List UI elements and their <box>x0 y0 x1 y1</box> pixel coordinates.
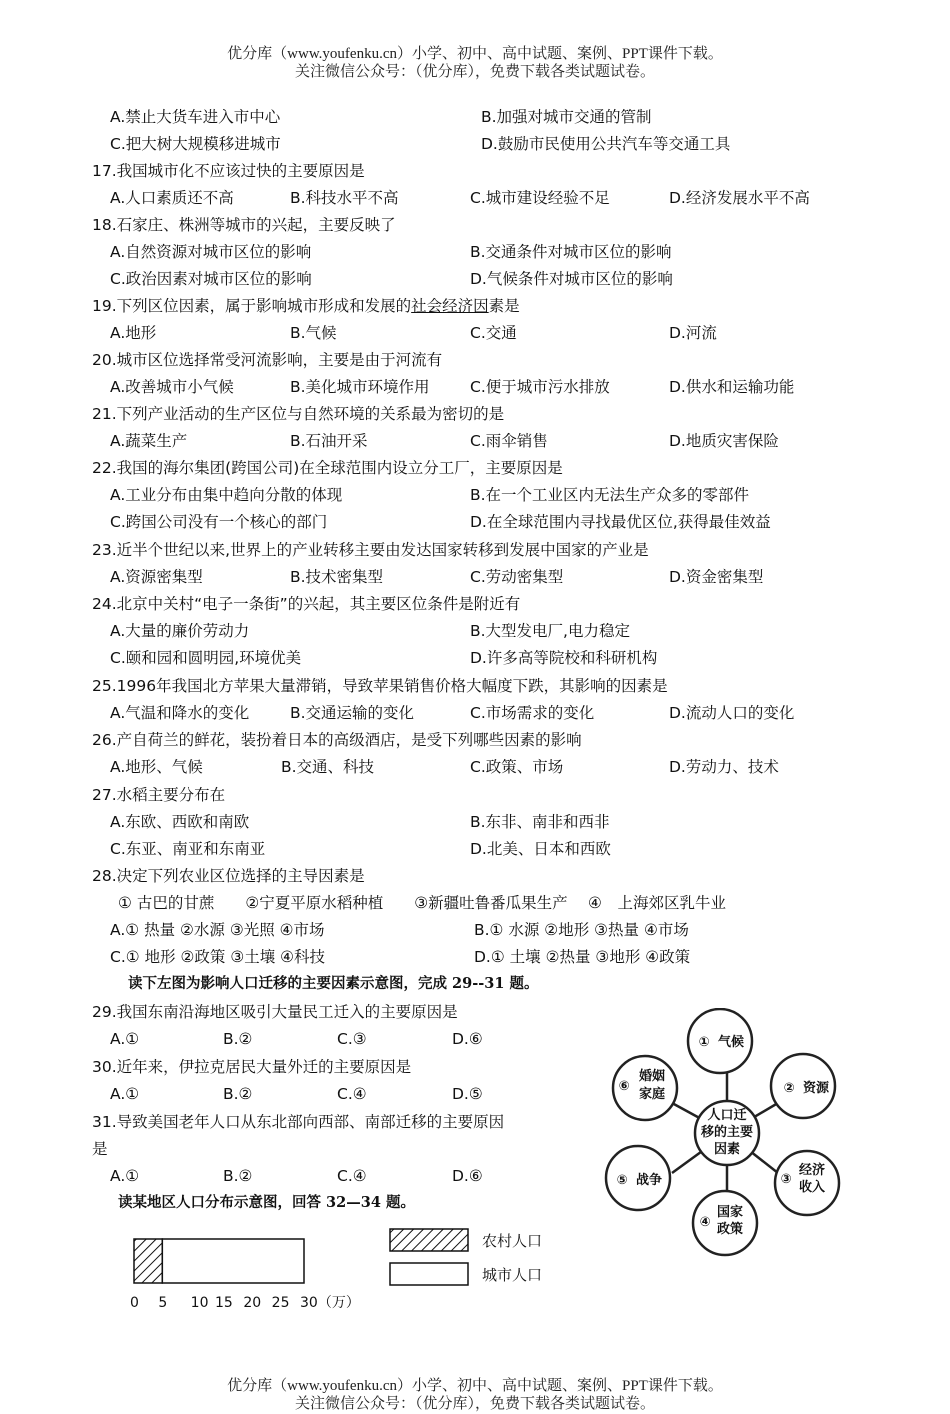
q22-option-d: D.在全球范围内寻找最优区位,获得最佳效益 <box>470 513 771 531</box>
q28-stem: 28.决定下列农业区位选择的主导因素是 <box>92 867 365 885</box>
q17-stem: 17.我国城市化不应该过快的主要原因是 <box>92 162 365 180</box>
footer-line-1: 优分库（www.youfenku.cn）小学、初中、高中试题、案例、PPT课件下载。 <box>227 1378 723 1394</box>
q19-stem-pre: 19.下列区位因素，属于影响城市形成和发展的 <box>92 297 412 315</box>
q23-option-a: A.资源密集型 <box>110 568 203 586</box>
q20-stem: 20.城市区位选择常受河流影响，主要是由于河流有 <box>92 351 443 369</box>
q19-option-c: C.交通 <box>470 324 517 342</box>
tick-label: 10 <box>190 1295 209 1311</box>
q20-option-d: D.供水和运输功能 <box>669 378 795 396</box>
intro-32-34: 读某地区人口分布示意图，回答 32—34 题。 <box>118 1194 415 1211</box>
tick-label: 5 <box>158 1295 168 1311</box>
node-5-label: 战争 <box>635 1173 663 1188</box>
q27-option-a: A.东欧、西欧和南欧 <box>110 813 250 831</box>
q28-option-c: C.① 地形 ②政策 ③土壤 ④科技 <box>110 948 326 966</box>
node-3-label-2: 收入 <box>798 1180 826 1195</box>
node-6-label-1: 婚姻 <box>638 1069 666 1084</box>
q18-option-b: B.交通条件对城市区位的影响 <box>470 243 672 261</box>
q17-option-b: B.科技水平不高 <box>290 189 399 207</box>
q25-option-c: C.市场需求的变化 <box>470 704 595 722</box>
q30-option-d: D.⑤ <box>452 1085 483 1103</box>
legend-rural-swatch <box>390 1229 468 1251</box>
q24-stem: 24.北京中关村“电子一条街”的兴起，其主要区位条件是附近有 <box>92 595 521 613</box>
q29-option-b: B.② <box>223 1030 253 1048</box>
q27-option-d: D.北美、日本和西欧 <box>470 840 611 858</box>
q24-option-b: B.大型发电厂,电力稳定 <box>470 622 630 640</box>
intro-29-31: 读下左图为影响人口迁移的主要因素示意图，完成 29--31 题。 <box>128 975 539 992</box>
q25-option-a: A.气温和降水的变化 <box>110 704 250 722</box>
q19-option-a: A.地形 <box>110 324 157 342</box>
node-4-label-2: 政策 <box>716 1222 744 1237</box>
node-6-label-2: 家庭 <box>638 1087 666 1102</box>
q16-option-b: B.加强对城市交通的管制 <box>481 108 652 126</box>
population-bar-chart <box>120 1225 580 1315</box>
bar-rural-population <box>134 1239 162 1283</box>
center-label-2: 移的主要 <box>700 1125 754 1140</box>
center-label-1: 人口迁 <box>707 1108 747 1123</box>
node-2-label: 资源 <box>802 1081 830 1096</box>
q19-option-b: B.气候 <box>290 324 337 342</box>
q28-option-b: B.① 水源 ②地形 ③热量 ④市场 <box>474 921 689 939</box>
q23-option-d: D.资金密集型 <box>669 568 764 586</box>
node-1-label: 气候 <box>717 1035 745 1050</box>
q31-option-d: D.⑥ <box>452 1167 483 1185</box>
node-4-num: ④ <box>699 1215 711 1230</box>
q26-option-b: B.交通、科技 <box>281 758 375 776</box>
q20-option-b: B.美化城市环境作用 <box>290 378 430 396</box>
center-label-3: 因素 <box>713 1142 741 1157</box>
q24-option-d: D.许多高等院校和科研机构 <box>470 649 658 667</box>
header-line-1: 优分库（www.youfenku.cn）小学、初中、高中试题、案例、PPT课件下载。 <box>227 46 723 62</box>
q21-option-c: C.雨伞销售 <box>470 432 548 450</box>
q25-option-d: D.流动人口的变化 <box>669 704 795 722</box>
q17-option-a: A.人口素质还不高 <box>110 189 234 207</box>
header-line-2: 关注微信公众号：（优分库），免费下载各类试题试卷。 <box>294 64 655 80</box>
q16-option-a: A.禁止大货车进入市中心 <box>110 108 281 126</box>
q18-stem: 18.石家庄、株洲等城市的兴起，主要反映了 <box>92 216 396 234</box>
q18-option-d: D.气候条件对城市区位的影响 <box>470 270 673 288</box>
q21-stem: 21.下列产业活动的生产区位与自然环境的关系最为密切的是 <box>92 405 505 423</box>
q25-option-b: B.交通运输的变化 <box>290 704 415 722</box>
node-2-num: ② <box>783 1081 795 1096</box>
q30-stem: 30.近年来，伊拉克居民大量外迁的主要原因是 <box>92 1058 412 1076</box>
q22-option-b: B.在一个工业区内无法生产众多的零部件 <box>470 486 750 504</box>
q31-option-c: C.④ <box>337 1167 367 1185</box>
q31-option-b: B.② <box>223 1167 253 1185</box>
q24-option-a: A.大量的廉价劳动力 <box>110 622 250 640</box>
tick-label: 15 <box>215 1295 233 1311</box>
q28-option-d: D.① 土壤 ②热量 ③地形 ④政策 <box>474 948 691 966</box>
node-5-num: ⑤ <box>616 1173 628 1188</box>
tick-label: 0 <box>130 1295 139 1311</box>
q26-stem: 26.产自荷兰的鲜花，装扮着日本的高级酒店，是受下列哪些因素的影响 <box>92 731 582 749</box>
q23-stem: 23.近半个世纪以来,世界上的产业转移主要由发达国家转移到发展中国家的产业是 <box>92 541 649 559</box>
q20-option-a: A.改善城市小气候 <box>110 378 234 396</box>
q27-option-c: C.东亚、南亚和东南亚 <box>110 840 266 858</box>
q31-stem-line-1: 31.导致美国老年人口从东北部向西部、南部迁移的主要原因 <box>92 1113 505 1131</box>
node-3-num: ③ <box>780 1172 792 1187</box>
q17-option-d: D.经济发展水平不高 <box>669 189 810 207</box>
q22-option-a: A.工业分布由集中趋向分散的体现 <box>110 486 343 504</box>
q16-option-c: C.把大树大规模移进城市 <box>110 135 281 153</box>
q19-stem-post: 素是 <box>488 297 520 315</box>
q26-option-c: C.政策、市场 <box>470 758 564 776</box>
tick-label: 25 <box>271 1295 290 1311</box>
node-1-num: ① <box>698 1035 710 1050</box>
q16-option-d: D.鼓励市民使用公共汽车等交通工具 <box>481 135 731 153</box>
q31-stem-line-2: 是 <box>92 1140 108 1158</box>
q18-option-c: C.政治因素对城市区位的影响 <box>110 270 312 288</box>
q22-stem: 22.我国的海尔集团(跨国公司)在全球范围内设立分工厂，主要原因是 <box>92 459 563 477</box>
q21-option-b: B.石油开采 <box>290 432 368 450</box>
q24-option-c: C.颐和园和圆明园,环境优美 <box>110 649 302 667</box>
node-6-num: ⑥ <box>618 1079 630 1094</box>
q30-option-c: C.④ <box>337 1085 367 1103</box>
legend-urban-swatch <box>390 1263 468 1285</box>
q29-option-c: C.③ <box>337 1030 367 1048</box>
tick-label: 20 <box>243 1295 262 1311</box>
q20-option-c: C.便于城市污水排放 <box>470 378 610 396</box>
q31-option-a: A.① <box>110 1167 140 1185</box>
q22-option-c: C.跨国公司没有一个核心的部门 <box>110 513 328 531</box>
legend-urban-label: 城市人口 <box>482 1266 543 1284</box>
tick-label: 30（万） <box>300 1295 360 1311</box>
q29-option-a: A.① <box>110 1030 140 1048</box>
q28-items: ① 古巴的甘蔗 ②宁夏平原水稻种植 ③新疆吐鲁番瓜果生产 ④ 上海郊区乳牛业 <box>118 894 726 912</box>
bar-urban-population <box>162 1239 304 1283</box>
node-4-label-1: 国家 <box>716 1205 744 1220</box>
footer-line-2: 关注微信公众号：（优分库），免费下载各类试题试卷。 <box>294 1396 655 1412</box>
migration-factors-diagram <box>600 1008 880 1258</box>
q30-option-a: A.① <box>110 1085 140 1103</box>
q26-option-a: A.地形、气候 <box>110 758 203 776</box>
q17-option-c: C.城市建设经验不足 <box>470 189 610 207</box>
q28-option-a: A.① 热量 ②水源 ③光照 ④市场 <box>110 921 325 939</box>
q19-option-d: D.河流 <box>669 324 717 342</box>
q29-option-d: D.⑥ <box>452 1030 483 1048</box>
q26-option-d: D.劳动力、技术 <box>669 758 779 776</box>
node-3-label-1: 经济 <box>798 1163 826 1178</box>
q23-option-b: B.技术密集型 <box>290 568 384 586</box>
q27-option-b: B.东非、南非和西非 <box>470 813 610 831</box>
q29-stem: 29.我国东南沿海地区吸引大量民工迁入的主要原因是 <box>92 1003 458 1021</box>
q27-stem: 27.水稻主要分布在 <box>92 786 226 804</box>
q30-option-b: B.② <box>223 1085 253 1103</box>
q19-stem-underlined: 社会经济因 <box>411 297 489 315</box>
q21-option-d: D.地质灾害保险 <box>669 432 779 450</box>
q25-stem: 25.1996年我国北方苹果大量滞销，导致苹果销售价格大幅度下跌，其影响的因素是 <box>92 677 668 695</box>
legend-rural-label: 农村人口 <box>482 1232 543 1250</box>
q21-option-a: A.蔬菜生产 <box>110 432 188 450</box>
q18-option-a: A.自然资源对城市区位的影响 <box>110 243 312 261</box>
q23-option-c: C.劳动密集型 <box>470 568 564 586</box>
q19-stem <box>92 296 520 316</box>
